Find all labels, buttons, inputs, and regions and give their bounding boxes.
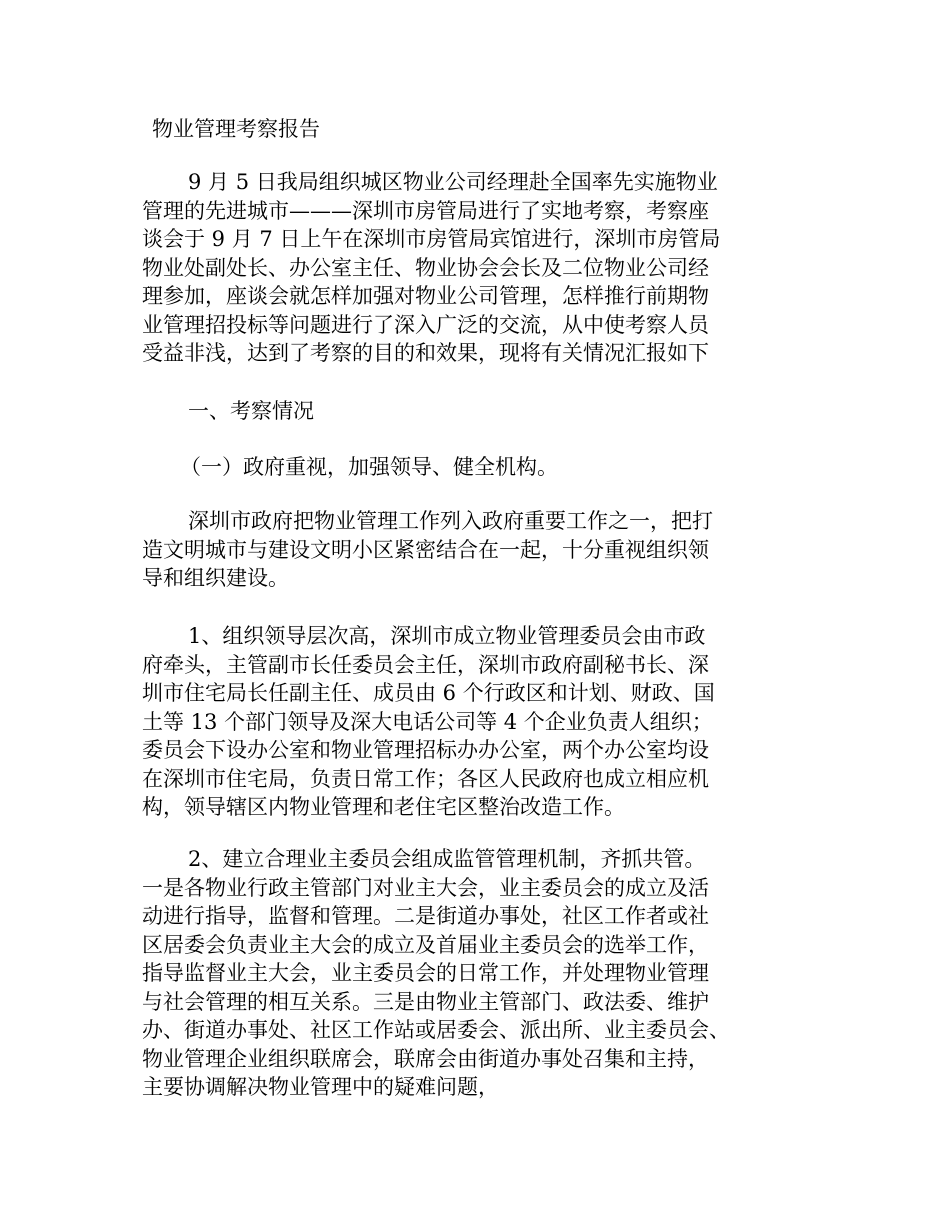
intro-line: 谈会于 9 月 7 日上午在深圳市房管局宾馆进行，深圳市房管局 [142, 227, 721, 251]
item-2-line: 2、建立合理业主委员会组成监管管理机制，齐抓共管。 [188, 847, 706, 871]
item-2-line: 主要协调解决物业管理中的疑难问题， [142, 1075, 499, 1099]
item-2-line: 区居委会负责业主大会的成立及首届业主委员会的选举工作， [142, 932, 709, 957]
item-2-line: 一是各物业行政主管部门对业主大会，业主委员会的成立及活 [142, 875, 709, 900]
item-2-line: 物业管理企业组织联席会，联席会由街道办事处召集和主持， [142, 1046, 709, 1071]
item-1-line: 在深圳市住宅局，负责日常工作；各区人民政府也成立相应机 [142, 766, 709, 791]
paragraph-item-2 [142, 845, 842, 1102]
intro-line: 业管理招投标等问题进行了深入广泛的交流，从中使考察人员 [142, 312, 709, 337]
document-title: 物业管理考察报告 [152, 117, 320, 141]
item-1-line: 委员会下设办公室和物业管理招标办办公室，两个办公室均设 [142, 738, 709, 762]
item-2-line: 动进行指导，监督和管理。二是街道办事处，社区工作者或社 [142, 904, 709, 928]
government-line: 造文明城市与建设文明小区紧密结合在一起，十分重视组织领 [142, 537, 709, 562]
government-paragraph [142, 507, 842, 593]
intro-line: 9 月 5 日我局组织城区物业公司经理赴全国率先实施物业 [188, 170, 718, 194]
item-2-line: 指导监督业主大会，业主委员会的日常工作，并处理物业管理 [142, 961, 709, 985]
subsection-heading-1: （一）政府重视，加强领导、健全机构。 [180, 455, 558, 479]
intro-line: 物业处副处长、办公室主任、物业协会会长及二位物业公司经 [142, 255, 709, 280]
intro-line: 理参加，座谈会就怎样加强对物业公司管理，怎样推行前期物 [142, 284, 709, 308]
intro-line: 受益非浅，达到了考察的目的和效果，现将有关情况汇报如下 [142, 341, 709, 365]
item-2-line: 办、街道办事处、社区工作站或居委会、派出所、业主委员会、 [142, 1018, 730, 1042]
item-2-line: 与社会管理的相互关系。三是由物业主管部门、政法委、维护 [142, 989, 709, 1014]
item-1-line: 土等 13 个部门领导及深大电话公司等 4 个企业负责人组织； [142, 709, 713, 734]
item-1-line: 圳市住宅局长任副主任、成员由 6 个行政区和计划、财政、国 [142, 681, 715, 705]
item-1-line: 构，领导辖区内物业管理和老住宅区整治改造工作。 [142, 795, 625, 819]
intro-paragraph [142, 168, 842, 368]
intro-line: 管理的先进城市———深圳市房管局进行了实地考察，考察座 [142, 198, 709, 223]
section-heading-1: 一、考察情况 [188, 399, 314, 423]
item-1-line: 1、组织领导层次高，深圳市成立物业管理委员会由市政 [188, 624, 706, 648]
item-1-line: 府牵头，主管副市长任委员会主任，深圳市政府副秘书长、深 [142, 652, 709, 677]
government-line: 导和组织建设。 [142, 566, 289, 590]
government-line: 深圳市政府把物业管理工作列入政府重要工作之一，把打 [188, 509, 713, 533]
paragraph-item-1 [142, 622, 842, 822]
